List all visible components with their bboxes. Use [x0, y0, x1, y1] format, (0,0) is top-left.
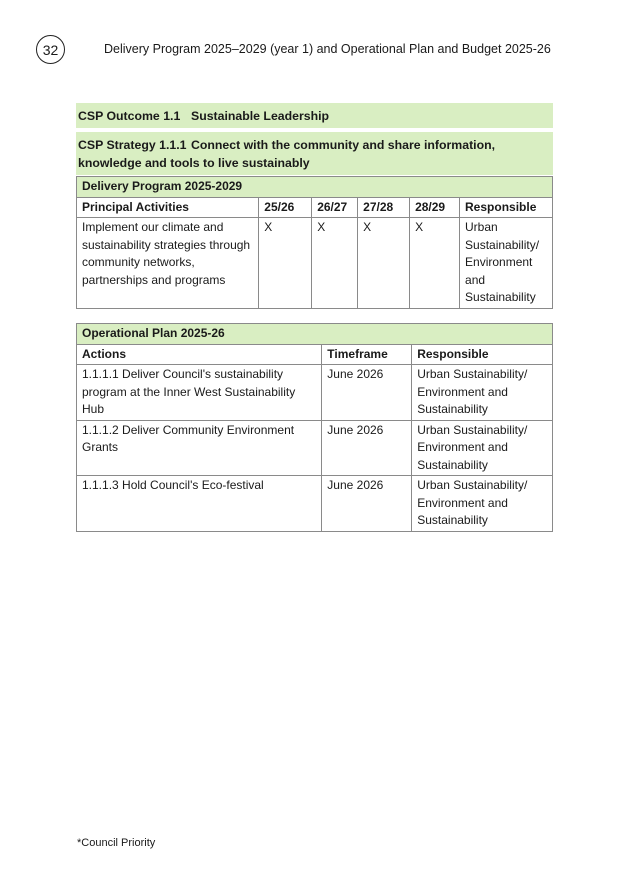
- timeframe-cell: June 2026: [322, 420, 412, 476]
- timeframe-cell: June 2026: [322, 365, 412, 421]
- table-row: [77, 365, 553, 421]
- footnote: *Council Priority: [77, 837, 156, 849]
- csp-strategy-code: CSP Strategy 1.1.1: [78, 138, 187, 152]
- action-cell: 1.1.1.2 Deliver Community Environment Grants: [77, 420, 322, 476]
- csp-strategy-row: [76, 132, 553, 175]
- operational-plan-table: [76, 323, 553, 532]
- year-mark-cell: X: [312, 218, 358, 309]
- column-header: 25/26: [259, 197, 312, 218]
- column-header: Actions: [77, 344, 322, 365]
- delivery-program-table: [76, 176, 553, 309]
- responsible-cell: Urban Sustainability/ Environment and Sustainability: [412, 420, 553, 476]
- action-cell: 1.1.1.1 Deliver Council's sustainability program at the Inner West Sustainability Hub: [77, 365, 322, 421]
- column-header: 26/27: [312, 197, 358, 218]
- year-mark-cell: X: [259, 218, 312, 309]
- column-header: Principal Activities: [77, 197, 259, 218]
- csp-outcome-code: CSP Outcome 1.1: [78, 108, 181, 123]
- operational-plan-header-row: [77, 344, 553, 365]
- csp-outcome-row: [76, 103, 553, 128]
- operational-plan-title: Operational Plan 2025-26: [77, 324, 553, 345]
- responsible-cell: Urban Sustainability/ Environment and Sustainability: [412, 476, 553, 532]
- csp-block: [76, 103, 553, 175]
- page-number: 32: [36, 35, 65, 64]
- column-header: Responsible: [412, 344, 553, 365]
- table-row: [77, 420, 553, 476]
- table-row: [77, 218, 553, 309]
- year-mark-cell: X: [358, 218, 410, 309]
- delivery-program-title: Delivery Program 2025-2029: [77, 177, 553, 198]
- year-mark-cell: X: [410, 218, 460, 309]
- document-header-title: Delivery Program 2025–2029 (year 1) and Operational Plan and Budget 2025-26: [104, 42, 551, 56]
- column-header: Responsible: [460, 197, 553, 218]
- column-header: 28/29: [410, 197, 460, 218]
- column-header: 27/28: [358, 197, 410, 218]
- activity-cell: Implement our climate and sustainability strategies through community networks, partnerships and programs: [77, 218, 259, 309]
- table-row: [77, 476, 553, 532]
- csp-outcome-text: Sustainable Leadership: [191, 108, 330, 123]
- delivery-program-header-row: [77, 197, 553, 218]
- action-cell: 1.1.1.3 Hold Council's Eco-festival: [77, 476, 322, 532]
- responsible-cell: Urban Sustainability/ Environment and Sustainability: [460, 218, 553, 309]
- responsible-cell: Urban Sustainability/ Environment and Sustainability: [412, 365, 553, 421]
- csp-strategy-text: Connect with the community and share information, knowledge and tools to live sustainably: [78, 138, 496, 170]
- timeframe-cell: June 2026: [322, 476, 412, 532]
- column-header: Timeframe: [322, 344, 412, 365]
